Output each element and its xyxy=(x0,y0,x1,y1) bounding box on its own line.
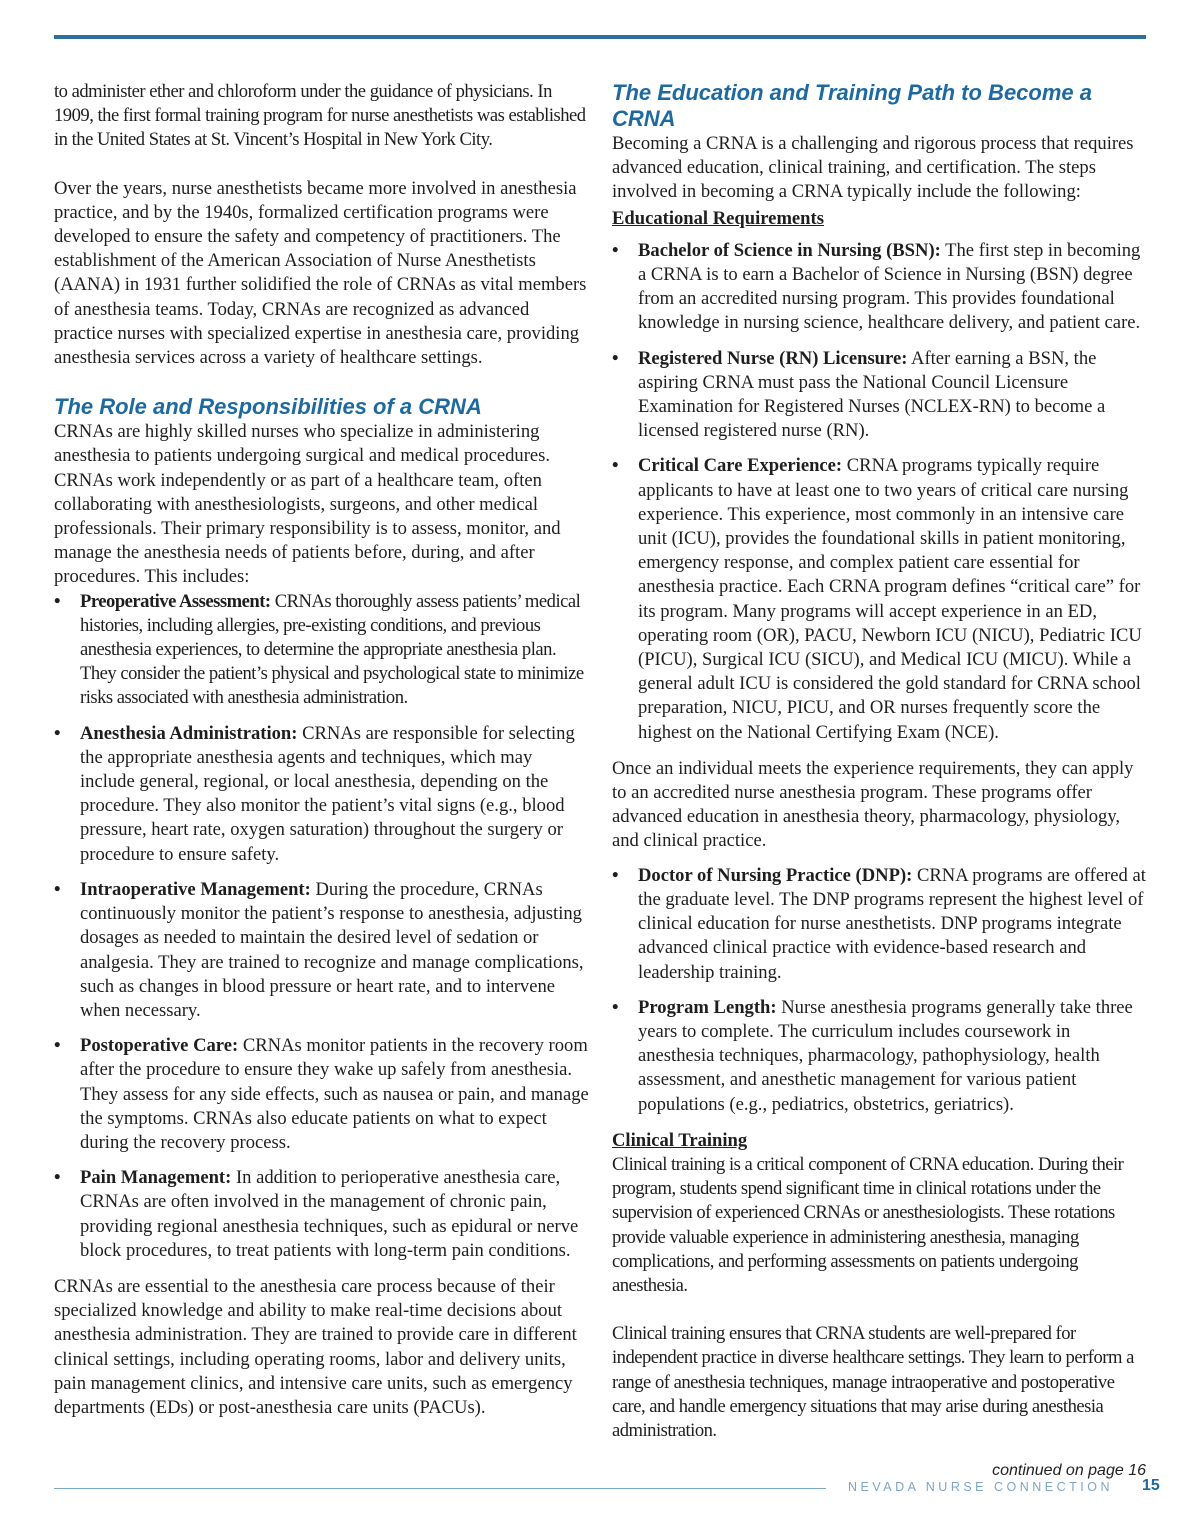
continued-note: continued on page 16 xyxy=(992,1462,1146,1479)
bullet-text: After earning a BSN, the aspiring CRNA must pass the National Council Licensure Examination for Registered Nurses (NCLEX-RN) to become a licensed registered nurse (RN). xyxy=(638,347,1106,442)
bullet-term: Pain Management: xyxy=(80,1167,232,1189)
list-item xyxy=(612,454,1146,744)
page-number: 15 xyxy=(1142,1477,1160,1494)
list-item xyxy=(612,996,1146,1117)
left-column xyxy=(54,80,590,1420)
requirements-bullet-list xyxy=(612,239,1146,745)
bullet-text: During the procedure, CRNAs continuously monitor the patient’s response to anesthesia, adjusting dosages as needed to maintain the desired level of sedation or analgesia. They are trained to recognize and manage complications, such as changes in blood pressure or heart rate, and to intervene when necessary. xyxy=(80,878,584,1021)
role-heading: The Role and Responsibilities of a CRNA xyxy=(54,394,482,420)
list-item xyxy=(54,722,590,867)
bullet-term: Preoperative Assessment: xyxy=(80,590,271,612)
bullet-text: CRNAs thoroughly assess patients’ medical histories, including allergies, pre-existing conditions, and previous anesthesia experiences, to determine the appropriate anesthesia plan. They consider the patient’s physical and psychological state to minimize risks associated with anesthesia administration. xyxy=(80,590,584,709)
role-intro-paragraph: CRNAs are highly skilled nurses who specialize in administering anesthesia to patients undergoing surgical and medical procedures. CRNAs work independently or as part of a healthcare team, often collaborating with anesthesiologists, surgeons, and other medical professionals. Their primary responsibility is to assess, monitor, and manage the anesthesia needs of patients before, during, and after procedures. This includes: xyxy=(54,421,561,588)
bullet-text: The first step in becoming a CRNA is to earn a Bachelor of Science in Nursing (BSN) degree from an accredited nursing program. This provides foundational knowledge in nursing science, healthcare delivery, and patient care. xyxy=(638,239,1141,334)
education-intro-paragraph: Becoming a CRNA is a challenging and rigorous process that requires advanced education, clinical training, and certification. The steps involved in becoming a CRNA typically include the following: xyxy=(612,133,1134,203)
program-paragraph: Once an individual meets the experience requirements, they can apply to an accredited nurse anesthesia program. These programs offer advanced education in anesthesia theory, pharmacology, physiology, and clinical practice. xyxy=(612,757,1134,852)
bullet-term: Doctor of Nursing Practice (DNP): xyxy=(638,864,913,886)
bullet-text: CRNAs are responsible for selecting the appropriate anesthesia agents and techniques, which may include general, regional, or local anesthesia, depending on the procedure. They also monitor the patient’s vital signs (e.g., blood pressure, heart rate, oxygen saturation) throughout the surgery or procedure to ensure safety. xyxy=(80,722,575,865)
list-item xyxy=(612,239,1146,336)
right-column xyxy=(612,80,1146,1443)
program-bullet-list xyxy=(612,864,1146,1117)
clinical-training-subheading: Clinical Training xyxy=(612,1129,748,1151)
educational-requirements-subheading: Educational Requirements xyxy=(612,207,824,229)
bullet-term: Intraoperative Management: xyxy=(80,878,311,900)
education-heading: The Education and Training Path to Become a CRNA xyxy=(612,80,1092,131)
bullet-text: CRNAs monitor patients in the recovery room after the procedure to ensure they wake up safely from anesthesia. They assess for any side effects, such as nausea or pain, and manage the symptoms. CRNAs also educate patients on what to expect during the recovery process. xyxy=(80,1035,589,1153)
bullet-term: Anesthesia Administration: xyxy=(80,722,298,744)
footer-rule xyxy=(54,1488,826,1489)
history-paragraph-2: Over the years, nurse anesthetists became more involved in anesthesia practice, and by the 1940s, formalized certification programs were developed to ensure the safety and competency of practitioners. The establishment of the American Association of Nurse Anesthetists (AANA) in 1931 further solidified the role of CRNAs as vital members of anesthesia teams. Today, CRNAs are recognized as advanced practice nurses with specialized expertise in anesthesia care, providing anesthesia services across a variety of healthcare settings. xyxy=(54,177,587,369)
bullet-term: Bachelor of Science in Nursing (BSN): xyxy=(638,239,941,261)
list-item xyxy=(54,878,590,1023)
list-item xyxy=(612,347,1146,444)
bullet-term: Registered Nurse (RN) Licensure: xyxy=(638,347,908,369)
bullet-text: CRNA programs are offered at the graduate level. The DNP programs represent the highest level of clinical education for nurse anesthetists. DNP programs integrate advanced clinical practice with evidence-based research and leadership training. xyxy=(638,864,1146,983)
role-bullet-list xyxy=(54,590,590,1263)
top-rule xyxy=(54,35,1146,39)
bullet-term: Program Length: xyxy=(638,996,777,1018)
bullet-term: Postoperative Care: xyxy=(80,1035,239,1057)
list-item xyxy=(54,1034,590,1155)
publication-name: NEVADA NURSE CONNECTION xyxy=(848,1480,1114,1494)
bullet-text: CRNA programs typically require applicants to have at least one to two years of critical care nursing experience. This experience, most commonly in an intensive care unit (ICU), provides the foundational skills in patient monitoring, emergency response, and complex patient care essential for anesthesia practice. Each CRNA program defines “critical care” for its program. Many programs will accept experience in an ED, operating room (OR), PACU, Newborn ICU (NICU), Pediatric ICU (PICU), Surgical ICU (SICU), and Medical ICU (MICU). While a general adult ICU is considered the gold standard for CRNA school preparation, NICU, PICU, and OR nurses frequently score the highest on the National Certifying Exam (NCE). xyxy=(638,455,1142,743)
bullet-text: Nurse anesthesia programs generally take three years to complete. The curriculum includes coursework in anesthesia techniques, pharmacology, pathophysiology, health assessment, and anesthetic management for various patient populations (e.g., pediatrics, obstetrics, geriatrics). xyxy=(638,996,1133,1115)
list-item xyxy=(612,864,1146,985)
clinical-training-paragraph-2: Clinical training ensures that CRNA students are well-prepared for independent practice in diverse healthcare settings. They learn to perform a range of anesthesia techniques, manage intraoperative and postoperative care, and handle emergency situations that may arise during anesthesia administration. xyxy=(612,1323,1134,1441)
list-item xyxy=(54,1166,590,1263)
list-item xyxy=(54,590,590,711)
bullet-term: Critical Care Experience: xyxy=(638,455,843,477)
essential-role-paragraph: CRNAs are essential to the anesthesia care process because of their specialized knowledge and ability to make real-time decisions about anesthesia administration. They are trained to provide care in different clinical settings, including operating rooms, labor and delivery units, pain management clinics, and intensive care units, such as emergency departments (EDs) or post-anesthesia care units (PACUs). xyxy=(54,1275,577,1418)
bullet-text: In addition to perioperative anesthesia care, CRNAs are often involved in the management of chronic pain, providing regional anesthesia techniques, such as epidural or nerve block procedures, to treat patients with long-term pain conditions. xyxy=(80,1167,579,1261)
history-paragraph-1: to administer ether and chloroform under the guidance of physicians. In 1909, the first formal training program for nurse anesthetists was established in the United States at St. Vincent’s Hospital in New York City. xyxy=(54,81,586,151)
clinical-training-paragraph-1: Clinical training is a critical component of CRNA education. During their program, students spend significant time in clinical rotations under the supervision of experienced CRNAs or anesthesiologists. These rotations provide valuable experience in administering anesthesia, managing complications, and performing assessments on patients undergoing anesthesia. xyxy=(612,1153,1124,1296)
